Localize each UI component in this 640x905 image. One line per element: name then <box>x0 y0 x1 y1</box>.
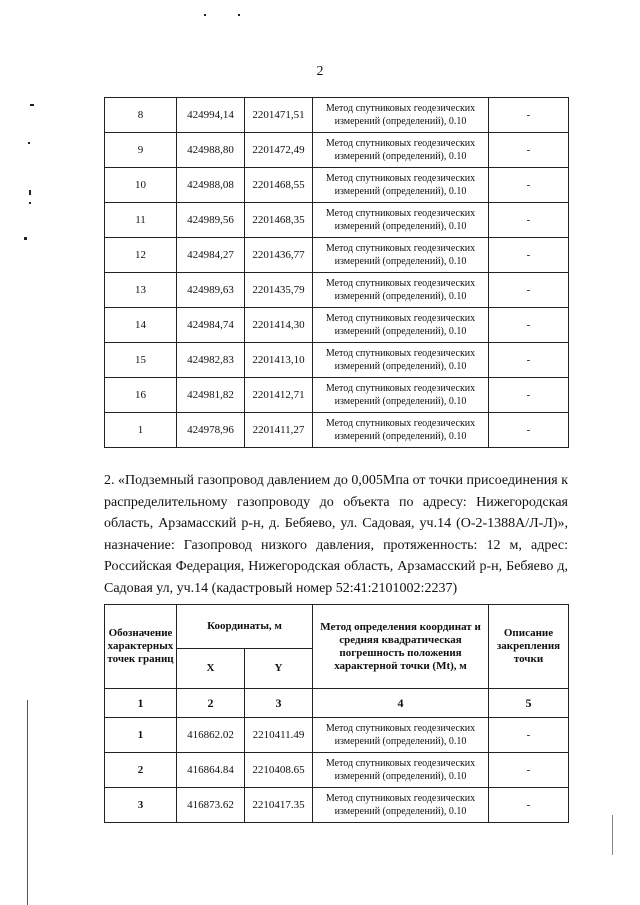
method-cell: Метод спутниковых геодезических измерений (определений), 0.10 <box>313 238 489 273</box>
object-description-paragraph: 2. «Подземный газопровод давлением до 0,005Мпа от точки присоединения к распределительному газопроводу до объекта по адресу: Нижегородская область, Арзамасский р-н, д. Бебяево, ул. Садовая, уч.14 (О-2-1388А/Л-Л)», назначение: Газопровод низкого давления, протяженность: 12 м, адрес: Российская Федерация, Нижегородская область, Арзамасский р-н, Бебяево д, Садовая ул, уч.14 (кадастровый номер 52:41:2101002:2237) <box>104 473 568 596</box>
table-row <box>105 343 569 378</box>
method-cell: Метод спутниковых геодезических измерений (определений), 0.10 <box>313 273 489 308</box>
y-coordinate-cell: 2201472,49 <box>245 133 313 168</box>
x-coordinate-cell: 424989,56 <box>177 203 245 238</box>
y-coordinate-cell: 2201414,30 <box>245 308 313 343</box>
page-number: 2 <box>316 64 324 79</box>
description-cell: - <box>489 238 569 273</box>
point-cell: 2 <box>105 753 177 788</box>
table-row <box>105 133 569 168</box>
table-row <box>105 273 569 308</box>
point-cell: 13 <box>105 273 177 308</box>
method-cell: Метод спутниковых геодезических измерений (определений), 0.10 <box>313 718 489 753</box>
table-row <box>105 753 569 788</box>
table-row <box>105 203 569 238</box>
header-description: Описание закрепления точки <box>489 605 569 689</box>
y-coordinate-cell: 2201411,27 <box>245 413 313 448</box>
x-coordinate-cell: 424989,63 <box>177 273 245 308</box>
header-point: Обозначение характерных точек границ <box>105 605 177 689</box>
description-cell: - <box>489 413 569 448</box>
y-coordinate-cell: 2201413,10 <box>245 343 313 378</box>
point-cell: 10 <box>105 168 177 203</box>
y-coordinate-cell: 2201468,35 <box>245 203 313 238</box>
point-cell: 1 <box>105 413 177 448</box>
description-cell: - <box>489 753 569 788</box>
table-row <box>105 718 569 753</box>
scan-dot <box>29 190 31 195</box>
coordinates-table-1 <box>104 97 569 448</box>
column-number: 5 <box>489 689 569 718</box>
column-number: 4 <box>313 689 489 718</box>
point-cell: 16 <box>105 378 177 413</box>
table-row <box>105 308 569 343</box>
header-x: X <box>177 649 245 689</box>
method-cell: Метод спутниковых геодезических измерений (определений), 0.10 <box>313 788 489 823</box>
description-cell: - <box>489 378 569 413</box>
method-cell: Метод спутниковых геодезических измерений (определений), 0.10 <box>313 753 489 788</box>
column-number: 3 <box>245 689 313 718</box>
scan-dot <box>28 142 30 144</box>
header-coordinates: Координаты, м <box>177 605 313 649</box>
scan-dot <box>24 237 27 240</box>
scan-dot <box>238 14 240 16</box>
x-coordinate-cell: 424994,14 <box>177 98 245 133</box>
y-coordinate-cell: 2210408.65 <box>245 753 313 788</box>
coordinates-table-2 <box>104 604 569 823</box>
description-cell: - <box>489 788 569 823</box>
description-cell: - <box>489 98 569 133</box>
y-coordinate-cell: 2210417.35 <box>245 788 313 823</box>
point-cell: 1 <box>105 718 177 753</box>
table-row <box>105 788 569 823</box>
x-coordinate-cell: 424988,80 <box>177 133 245 168</box>
x-coordinate-cell: 416862.02 <box>177 718 245 753</box>
scan-edge-line <box>612 815 613 855</box>
y-coordinate-cell: 2201412,71 <box>245 378 313 413</box>
description-cell: - <box>489 203 569 238</box>
y-coordinate-cell: 2201435,79 <box>245 273 313 308</box>
header-method: Метод определения координат и средняя квадратическая погрешность положения характерной точки (Mt), м <box>313 605 489 689</box>
method-cell: Метод спутниковых геодезических измерений (определений), 0.10 <box>313 413 489 448</box>
x-coordinate-cell: 424982,83 <box>177 343 245 378</box>
header-y: Y <box>245 649 313 689</box>
point-cell: 11 <box>105 203 177 238</box>
method-cell: Метод спутниковых геодезических измерений (определений), 0.10 <box>313 308 489 343</box>
x-coordinate-cell: 424981,82 <box>177 378 245 413</box>
method-cell: Метод спутниковых геодезических измерений (определений), 0.10 <box>313 98 489 133</box>
method-cell: Метод спутниковых геодезических измерений (определений), 0.10 <box>313 378 489 413</box>
table-row <box>105 168 569 203</box>
table-row <box>105 378 569 413</box>
table-row <box>105 98 569 133</box>
scan-dot <box>29 202 31 204</box>
scan-dot <box>30 104 34 106</box>
description-cell: - <box>489 273 569 308</box>
scan-edge-line <box>27 700 28 905</box>
description-cell: - <box>489 343 569 378</box>
point-cell: 12 <box>105 238 177 273</box>
x-coordinate-cell: 424988,08 <box>177 168 245 203</box>
x-coordinate-cell: 424978,96 <box>177 413 245 448</box>
table-row <box>105 238 569 273</box>
description-cell: - <box>489 718 569 753</box>
x-coordinate-cell: 416864.84 <box>177 753 245 788</box>
x-coordinate-cell: 424984,74 <box>177 308 245 343</box>
scan-dot <box>204 14 206 16</box>
x-coordinate-cell: 416873.62 <box>177 788 245 823</box>
method-cell: Метод спутниковых геодезических измерений (определений), 0.10 <box>313 203 489 238</box>
description-cell: - <box>489 308 569 343</box>
y-coordinate-cell: 2201471,51 <box>245 98 313 133</box>
point-cell: 14 <box>105 308 177 343</box>
description-cell: - <box>489 168 569 203</box>
point-cell: 15 <box>105 343 177 378</box>
description-cell: - <box>489 133 569 168</box>
x-coordinate-cell: 424984,27 <box>177 238 245 273</box>
method-cell: Метод спутниковых геодезических измерений (определений), 0.10 <box>313 343 489 378</box>
y-coordinate-cell: 2201468,55 <box>245 168 313 203</box>
column-number: 1 <box>105 689 177 718</box>
column-number: 2 <box>177 689 245 718</box>
method-cell: Метод спутниковых геодезических измерений (определений), 0.10 <box>313 133 489 168</box>
table-row <box>105 413 569 448</box>
column-number-row <box>105 689 569 718</box>
method-cell: Метод спутниковых геодезических измерений (определений), 0.10 <box>313 168 489 203</box>
point-cell: 3 <box>105 788 177 823</box>
point-cell: 9 <box>105 133 177 168</box>
point-cell: 8 <box>105 98 177 133</box>
y-coordinate-cell: 2210411.49 <box>245 718 313 753</box>
y-coordinate-cell: 2201436,77 <box>245 238 313 273</box>
